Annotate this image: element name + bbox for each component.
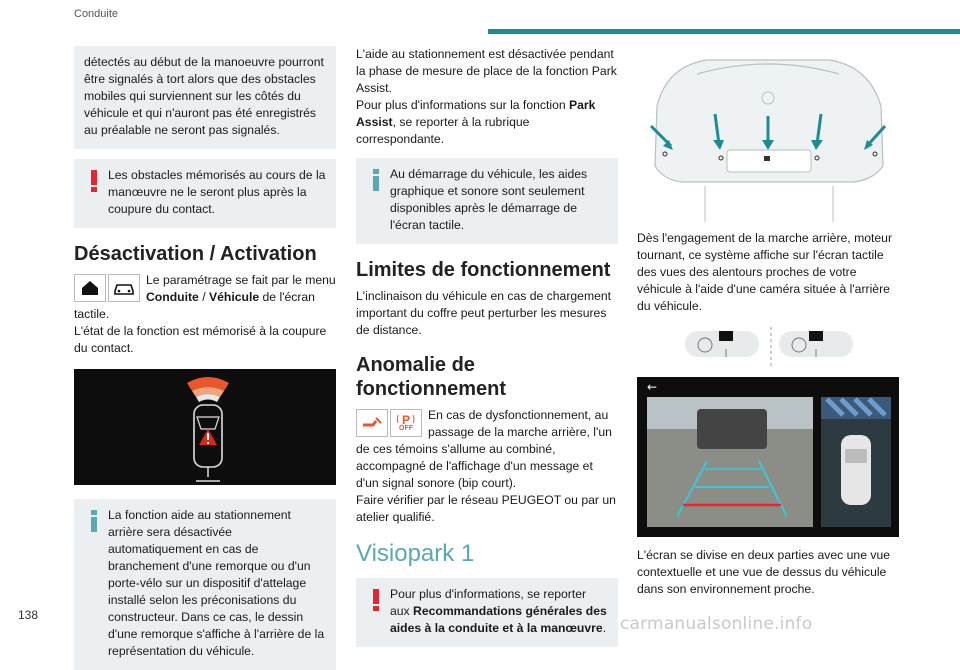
park-assist-ref-post: , se reporter à la rubrique correspondante. xyxy=(356,115,530,146)
park-assist-intro: L'aide au stationnement est désactivée pendant la phase de mesure de place de la fonction Park Assist. xyxy=(356,47,617,95)
warning-icon xyxy=(367,588,385,612)
memory-text: L'état de la fonction est mémorisé à la coupure du contact. xyxy=(74,324,327,355)
recommendations-pre: Pour plus d'informations, se reporter aux xyxy=(390,587,587,618)
warning-lamp-icons xyxy=(356,409,422,437)
warning-icon xyxy=(85,169,103,193)
park-assist-off-icon xyxy=(390,409,422,437)
menu-icons xyxy=(74,274,140,302)
svg-text:P: P xyxy=(402,413,411,427)
car-icon xyxy=(108,274,140,302)
recommendations-post: . xyxy=(602,621,607,635)
watermark: carmanualsonline.info xyxy=(620,614,813,634)
car-top-view-illustration xyxy=(74,369,336,485)
park-assist-display-image xyxy=(74,369,336,485)
section-heading-limits: Limites de fonctionnement xyxy=(356,259,611,281)
column-1 xyxy=(74,46,336,670)
setting-separator: / xyxy=(198,290,209,304)
info-text-startup: Au démarrage du véhicule, les aides graphique et sonore sont seulement disponibles après le démarrage de l'écran tactile. xyxy=(390,167,588,232)
note-box-continued xyxy=(74,46,336,149)
section-heading-anomaly: Anomalie de fonctionnement xyxy=(356,354,506,400)
info-icon xyxy=(85,509,103,533)
anomaly-text: En cas de dysfonctionnement, au passage de la marche arrière, l'un de ces témoins s'allume au combiné, accompagné de l'affichage d'un message et d'un signal sonore (bip court). xyxy=(356,408,612,490)
camera-display-icons xyxy=(637,325,899,369)
warning-box-recommendations xyxy=(356,578,618,647)
recommendations-link-text: Recommandations générales des aides à la conduite et à la manœuvre xyxy=(390,604,607,635)
park-assist-ref-pre: Pour plus d'informations sur la fonction xyxy=(356,98,570,112)
svg-text:←: ← xyxy=(647,380,658,394)
park-assist-name: Park Assist xyxy=(356,98,596,129)
limits-text: L'inclinaison du véhicule en cas de chargement important du coffre peut perturber les mesures de distance. xyxy=(356,289,612,337)
info-icon xyxy=(367,168,385,192)
warning-text: Les obstacles mémorisés au cours de la manœuvre ne le seront plus après la coupure du contact. xyxy=(108,168,326,216)
section-heading-deactivation: Désactivation / Activation xyxy=(74,243,317,265)
section-heading-visiopark: Visiopark 1 xyxy=(356,540,475,567)
menu-name-conduite: Conduite xyxy=(146,290,199,304)
home-icon xyxy=(74,274,106,302)
off-label: OFF xyxy=(399,425,413,432)
anomaly-paragraph xyxy=(356,407,618,526)
info-text-trailer: La fonction aide au stationnement arrière sera désactivée automatiquement en cas de branchement d'une remorque ou d'un porte-vélo sur un dispositif d'attelage installé selon les préconisations du constructeur. Dans ce cas, le dessin d'une remorque s'affiche à l'arrière de la représentation du véhicule. xyxy=(108,508,325,658)
info-box-startup xyxy=(356,158,618,244)
column-2 xyxy=(356,46,618,647)
split-screen-description: L'écran se divise en deux parties avec une vue contextuelle et une vue de dessus du véhicule dans son environnement proche. xyxy=(637,548,891,596)
column-3 xyxy=(637,46,899,598)
park-sensor-fault-icon xyxy=(356,409,388,437)
rear-camera-screen-image xyxy=(637,377,899,537)
menu-name-vehicule: Véhicule xyxy=(208,290,260,304)
camera-view-illustration xyxy=(637,377,899,537)
setting-text-post: de l'écran tactile. xyxy=(74,290,315,321)
header-section: Conduite xyxy=(74,8,119,20)
settings-paragraph xyxy=(74,272,336,357)
setting-text-pre: Le paramétrage se fait par le menu xyxy=(146,273,336,287)
visiopark-description: Dès l'engagement de la marche arrière, moteur tournant, ce système affiche sur l'écran tactile des vues des alentours proches de votre véhicule à l'aide d'une caméra située à l'arrière du véhicule. xyxy=(637,231,893,313)
info-box-trailer xyxy=(74,499,336,670)
note-text: détectés au début de la manoeuvre pourront être signalés à tort alors que des obstacles mobiles qui surviennent sur les côtés du véhicule et qui n'auront pas été enregistrés au préalable ne seront pas signalés. xyxy=(84,55,324,137)
header-accent-bar xyxy=(488,29,960,34)
warning-box xyxy=(74,159,336,228)
service-text: Faire vérifier par le réseau PEUGEOT ou par un atelier qualifié. xyxy=(356,493,616,524)
page-number: 138 xyxy=(18,608,39,622)
rear-bumper-sensors-illustration xyxy=(637,46,899,222)
